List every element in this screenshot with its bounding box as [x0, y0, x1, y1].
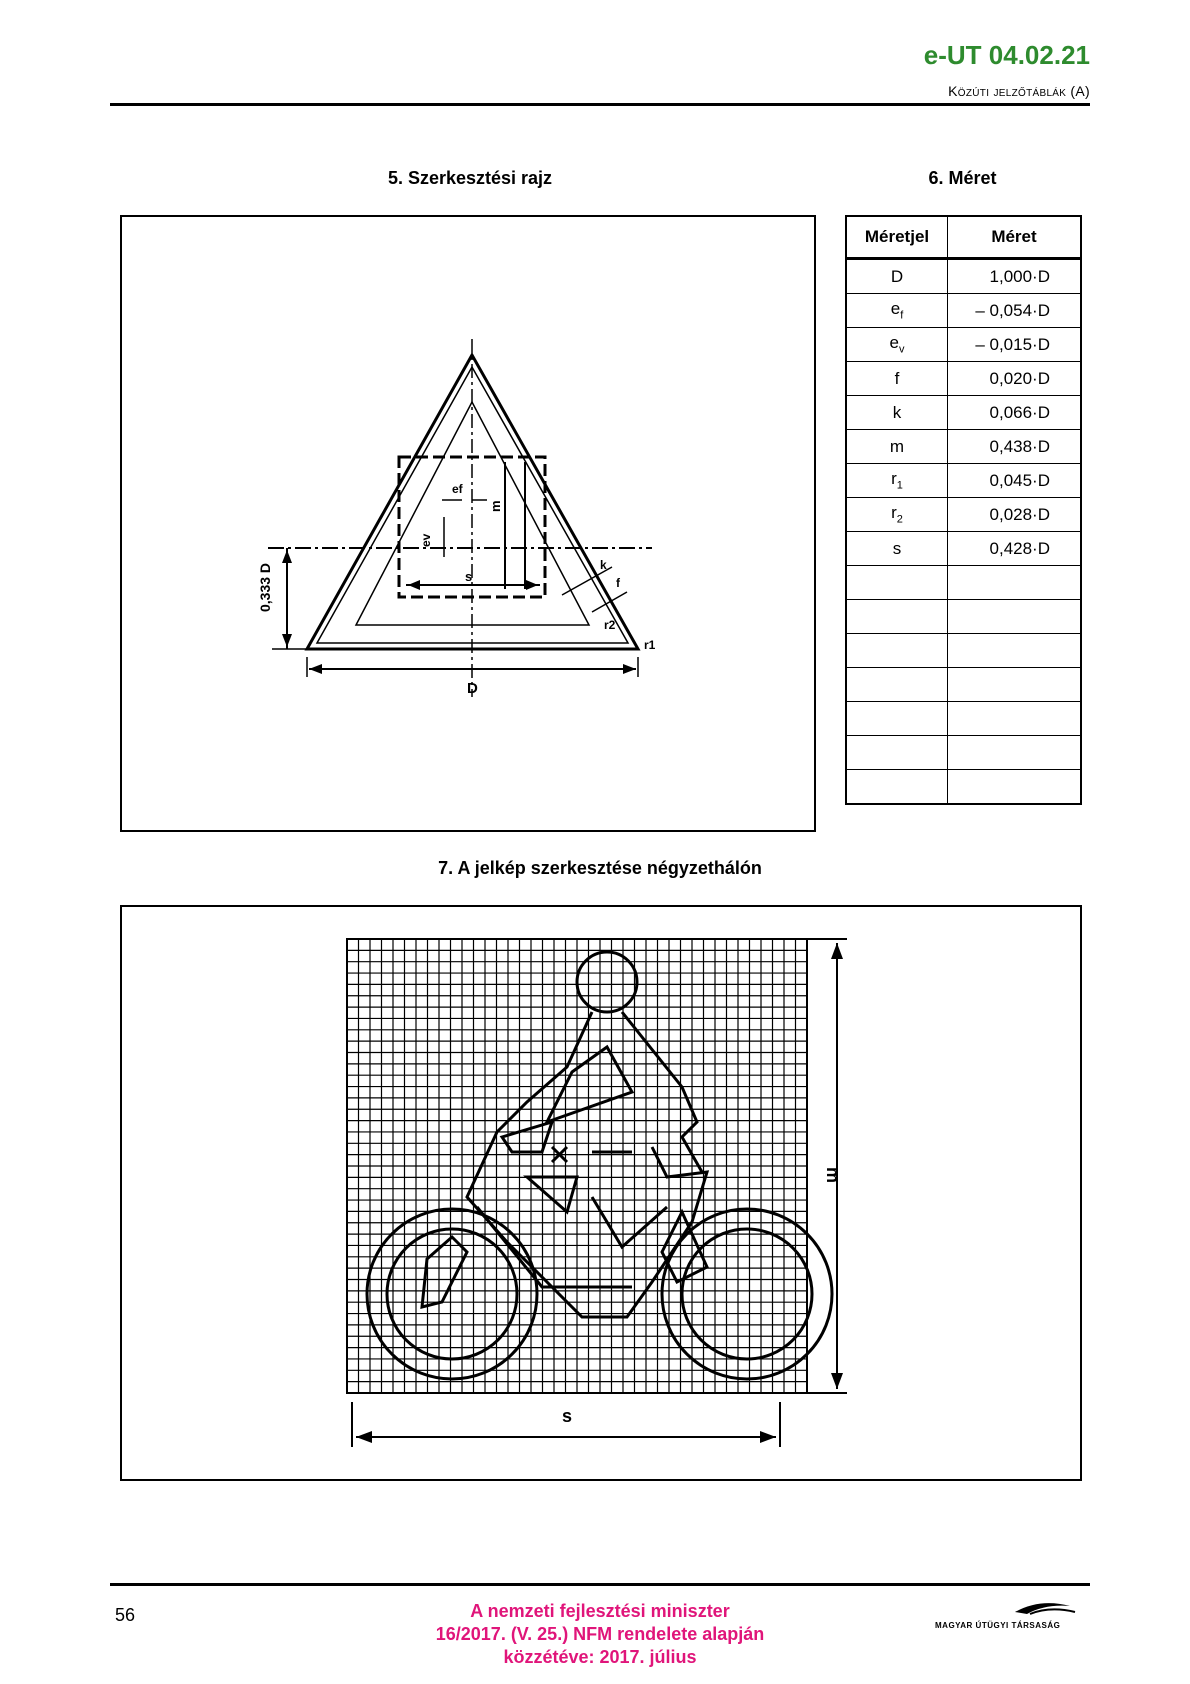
construction-drawing-frame	[120, 215, 816, 832]
dimension-value: 1,000·D	[948, 259, 1082, 294]
table-row	[846, 396, 1081, 430]
dim-label-s: s	[465, 569, 473, 584]
dimension-value: 0,020·D	[948, 362, 1082, 396]
empty-table-row	[846, 770, 1081, 805]
dimension-value: 0,438·D	[948, 430, 1082, 464]
dimension-value: – 0,015·D	[948, 328, 1082, 362]
dim-label-r1: r1	[644, 638, 656, 652]
dimension-symbol: $e_f$	[846, 294, 948, 328]
dimension-value: 0,428·D	[948, 532, 1082, 566]
header-rule	[110, 103, 1090, 106]
dimension-symbol: $r_1$	[846, 464, 948, 498]
construction-drawing	[122, 217, 814, 830]
dimension-symbol: D	[846, 259, 948, 294]
empty-table-row	[846, 600, 1081, 634]
col-header-value: Méret	[948, 216, 1082, 259]
dimension-symbol: k	[846, 396, 948, 430]
empty-table-row	[846, 668, 1081, 702]
dim-label-ev: ev	[419, 533, 433, 547]
document-code: e-UT 04.02.21	[923, 40, 1090, 70]
publisher-logo	[935, 1598, 1090, 1638]
table-row	[846, 362, 1081, 396]
dimension-symbol: $e_v$	[846, 328, 948, 362]
footer-publication-note	[345, 1600, 855, 1669]
dimension-symbol: f	[846, 362, 948, 396]
section6-title: 6. Méret	[928, 168, 997, 188]
grid-construction-frame	[120, 905, 1082, 1481]
dimension-symbol: $r_2$	[846, 498, 948, 532]
dim-label-f: f	[616, 576, 620, 590]
footer-line-2: 16/2017. (V. 25.) NFM rendelete alapján	[435, 1624, 765, 1644]
dimension-value: 0,066·D	[948, 396, 1082, 430]
document-subtitle: Közúti jelzőtáblák (A)	[948, 83, 1090, 99]
table-row	[846, 498, 1081, 532]
dimension-value: 0,045·D	[948, 464, 1082, 498]
dimension-symbol: m	[846, 430, 948, 464]
table-row	[846, 328, 1081, 362]
dimensions-table	[845, 215, 1082, 805]
page-number: 56	[115, 1605, 136, 1625]
logo-text: MAGYAR ÚTÜGYI TÁRSASÁG	[935, 1621, 1061, 1630]
dim-label-width: D	[467, 680, 478, 697]
empty-table-row	[846, 736, 1081, 770]
dim-label-height: 0,333 D	[257, 562, 273, 612]
grid-label-s: s	[562, 1406, 573, 1426]
table-row	[846, 294, 1081, 328]
table-row	[846, 430, 1081, 464]
dim-label-r2: r2	[604, 618, 616, 632]
dim-label-ef: ef	[452, 482, 463, 496]
footer-line-3: közzétéve: 2017. július	[503, 1647, 697, 1667]
empty-table-row	[846, 566, 1081, 600]
grid-label-m: m	[823, 1167, 843, 1184]
section7-title: 7. A jelkép szerkesztése négyzethálón	[438, 858, 762, 878]
table-row	[846, 259, 1081, 294]
col-header-symbol: Méretjel	[846, 216, 948, 259]
dimension-value: – 0,054·D	[948, 294, 1082, 328]
dim-label-k: k	[600, 558, 607, 572]
empty-table-row	[846, 702, 1081, 736]
dimension-value: 0,028·D	[948, 498, 1082, 532]
empty-table-row	[846, 634, 1081, 668]
table-row	[846, 464, 1081, 498]
footer-line-1: A nemzeti fejlesztési miniszter	[470, 1601, 730, 1621]
section5-title: 5. Szerkesztési rajz	[387, 168, 553, 188]
footer-rule	[110, 1583, 1090, 1586]
dim-label-m: m	[488, 500, 503, 512]
table-row	[846, 532, 1081, 566]
dimension-symbol: s	[846, 532, 948, 566]
grid-construction-drawing	[122, 907, 1080, 1479]
